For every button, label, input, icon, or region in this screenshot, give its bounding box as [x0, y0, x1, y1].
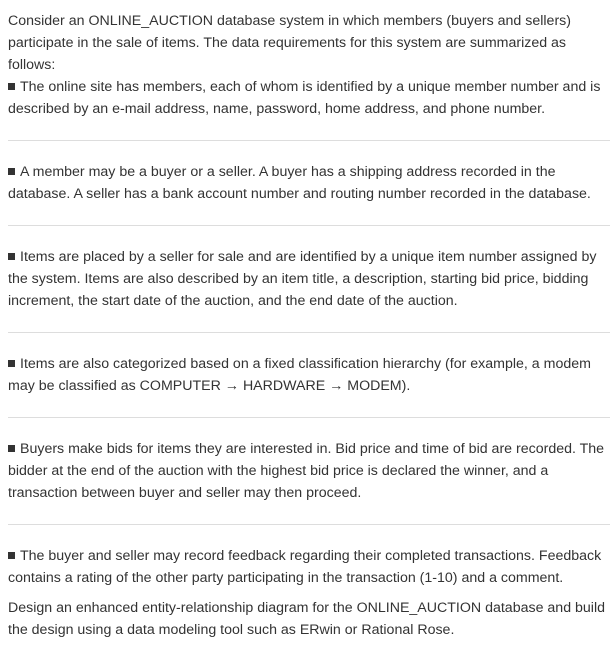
requirement-text: Items are placed by a seller for sale and are identified by a unique item number assigned by the system. Items are also described by an item title, a description, starting bid price, bidding increment, the start date of the auction, and the end date of the auction.: [8, 249, 597, 309]
requirement-item: [8, 545, 610, 589]
closing-paragraph: Design an enhanced entity-relationship diagram for the ONLINE_AUCTION database and build the design using a data modeling tool such as ERwin or Rational Rose.: [8, 600, 605, 638]
divider: [8, 332, 610, 333]
divider: [8, 140, 610, 141]
divider: [8, 417, 610, 418]
square-bullet-icon: [8, 83, 15, 90]
requirement-text: A member may be a buyer or a seller. A buyer has a shipping address recorded in the database. A seller has a bank account number and routing number recorded in the database.: [8, 164, 591, 202]
intro-paragraph: Consider an ONLINE_AUCTION database system in which members (buyers and sellers) participate in the sale of items. The data requirements for this system are summarized as follows:: [8, 13, 571, 73]
requirement-item: [8, 161, 610, 205]
square-bullet-icon: [8, 360, 15, 367]
requirement-text: The buyer and seller may record feedback regarding their completed transactions. Feedback contains a rating of the other party participating in the transaction (1-10) and a comment.: [8, 548, 602, 586]
divider: [8, 225, 610, 226]
square-bullet-icon: [8, 552, 15, 559]
requirement-item: [8, 76, 610, 120]
requirement-item: [8, 353, 610, 397]
square-bullet-icon: [8, 253, 15, 260]
square-bullet-icon: [8, 168, 15, 175]
requirement-text: Buyers make bids for items they are interested in. Bid price and time of bid are recorded. The bidder at the end of the auction with the highest bid price is declared the winner, and a transaction between buyer and seller may then proceed.: [8, 441, 605, 501]
requirement-item: [8, 246, 610, 312]
requirement-text: Items are also categorized based on a fixed classification hierarchy (for example, a modem may be classified as COMPUTER → HARDWARE → MODEM).: [8, 356, 591, 394]
requirement-item: [8, 438, 610, 504]
divider: [8, 524, 610, 525]
requirement-text: The online site has members, each of whom is identified by a unique member number and is described by an e-mail address, name, password, home address, and phone number.: [8, 79, 601, 117]
square-bullet-icon: [8, 445, 15, 452]
